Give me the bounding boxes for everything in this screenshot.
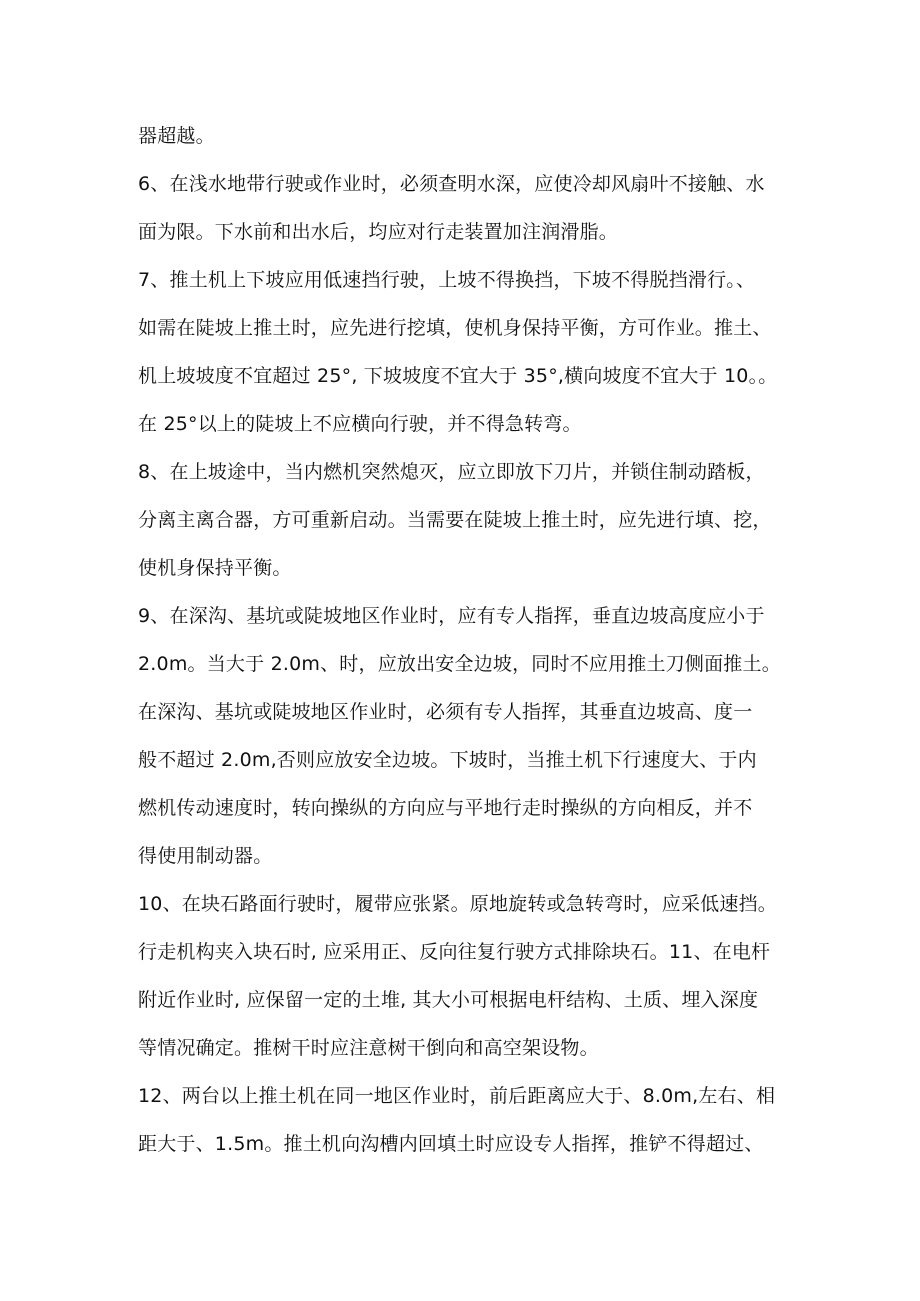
text-line-3: 面为限。下水前和出水后，均应对行走装置加注润滑脂。 bbox=[138, 221, 619, 243]
text-line-12: 2.0m。当大于 2.0m、时，应放出安全边坡，同时不应用推土刀侧面推土。 bbox=[138, 653, 781, 675]
text-line-21: 12、两台以上推土机在同一地区作业时，前后距离应大于、8.0m,左右、相 bbox=[138, 1085, 776, 1107]
text-line-2: 6、在浅水地带行驶或作业时，必须查明水深，应使冷却风扇叶不接触、水 bbox=[138, 173, 765, 195]
text-line-13: 在深沟、基坑或陡坡地区作业时，必须有专人指挥，其垂直边坡高、度一 bbox=[138, 701, 753, 723]
text-line-22: 距大于、1.5m。推土机向沟槽内回填土时应设专人指挥，推铲不得超过、 bbox=[138, 1133, 764, 1155]
text-line-15: 燃机传动速度时，转向操纵的方向应与平地行走时操纵的方向相反，并不 bbox=[138, 797, 753, 819]
text-line-14: 般不超过 2.0m,否则应放安全边坡。下坡时，当推土机下行速度大、于内 bbox=[138, 749, 757, 771]
text-line-6: 机上坡坡度不宜超过 25°, 下坡坡度不宜大于 35°,横向坡度不宜大于 10。。 bbox=[138, 365, 778, 387]
text-line-8: 8、在上坡途中，当内燃机突然熄灭，应立即放下刀片，并锁住制动踏板， bbox=[138, 461, 765, 483]
text-line-10: 使机身保持平衡。 bbox=[138, 557, 292, 579]
text-line-17: 10、在块石路面行驶时，履带应张紧。原地旋转或急转弯时，应采低速挡。 bbox=[138, 893, 777, 915]
text-line-18: 行走机构夹入块石时, 应采用正、反向往复行驶方式排除块石。11、在电杆 bbox=[138, 941, 771, 963]
text-line-11: 9、在深沟、基坑或陡坡地区作业时，应有专人指挥，垂直边坡高度应小于 bbox=[138, 605, 765, 627]
text-line-5: 如需在陡坡上推土时，应先进行挖填，使机身保持平衡，方可作业。推土、 bbox=[138, 317, 772, 339]
text-line-19: 附近作业时, 应保留一定的土堆, 其大小可根据电杆结构、土质、埋入深度 bbox=[138, 989, 759, 1011]
text-line-7: 在 25°以上的陡坡上不应横向行驶，并不得急转弯。 bbox=[138, 413, 582, 435]
document-page bbox=[138, 112, 798, 1168]
text-line-4: 7、推土机上下坡应用低速挡行驶，上坡不得换挡，下坡不得脱挡滑行。、 bbox=[138, 269, 756, 291]
text-line-9: 分离主离合器，方可重新启动。当需要在陡坡上推土时，应先进行填、挖， bbox=[138, 509, 772, 531]
text-line-1: 器超越。 bbox=[138, 125, 215, 147]
text-line-20: 等情况确定。推树干时应注意树干倒向和高空架设物。 bbox=[138, 1037, 599, 1059]
text-line-16: 得使用制动器。 bbox=[138, 845, 273, 867]
